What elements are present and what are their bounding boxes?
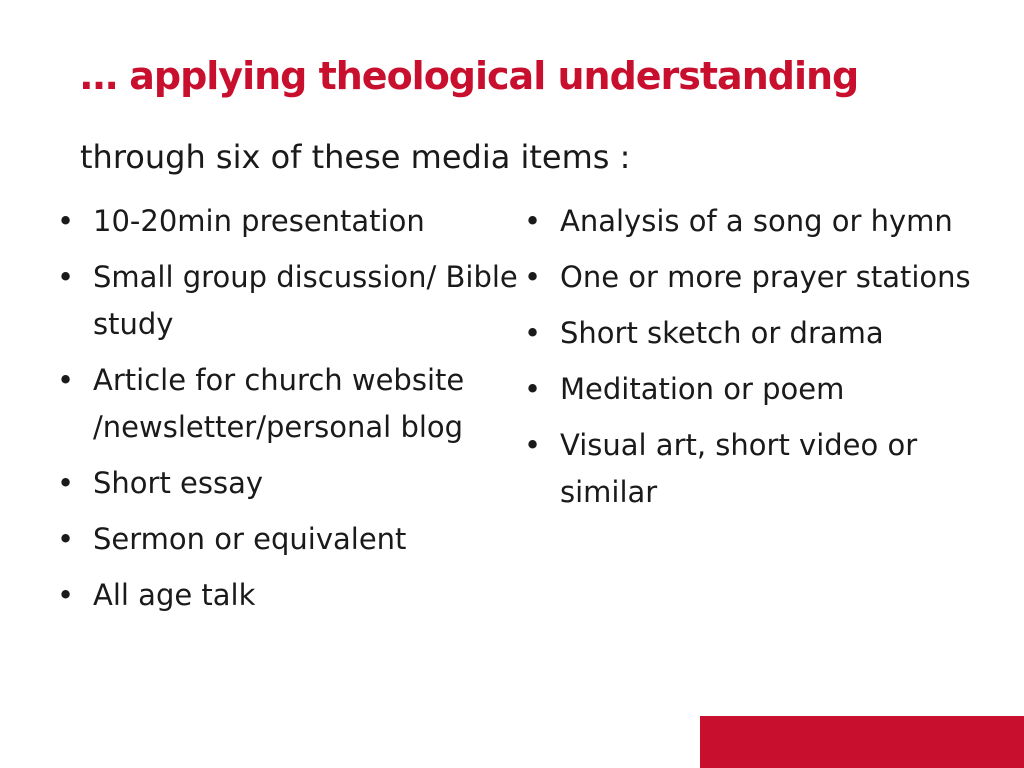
- list-item-text: Article for church website /newsletter/personal blog: [93, 363, 465, 444]
- list-item: [55, 572, 535, 619]
- list-item: [522, 254, 992, 301]
- slide-title: … applying theological understanding: [80, 54, 859, 98]
- left-bullet-list: [55, 198, 535, 628]
- list-item-text: Short sketch or drama: [560, 316, 884, 350]
- list-item-text: 10-20min presentation: [93, 204, 425, 238]
- list-item: [522, 422, 992, 516]
- list-item: [522, 198, 992, 245]
- bullet-icon: •: [524, 372, 542, 406]
- bullet-icon: •: [57, 260, 75, 294]
- list-item-text: Visual art, short video or similar: [560, 428, 918, 509]
- list-item-text: Meditation or poem: [560, 372, 845, 406]
- bullet-icon: •: [524, 260, 542, 294]
- bullet-icon: •: [57, 204, 75, 238]
- bullet-icon: •: [57, 363, 75, 397]
- list-item: [522, 310, 992, 357]
- list-item: [55, 254, 535, 348]
- bullet-icon: •: [57, 578, 75, 612]
- bullet-icon: •: [524, 204, 542, 238]
- bullet-icon: •: [57, 466, 75, 500]
- list-item: [55, 198, 535, 245]
- list-item-text: All age talk: [93, 578, 256, 612]
- list-item: [522, 366, 992, 413]
- list-item: [55, 460, 535, 507]
- bullet-icon: •: [524, 316, 542, 350]
- list-item: [55, 516, 535, 563]
- right-bullet-list: [522, 198, 992, 525]
- list-item-text: Small group discussion/ Bible study: [93, 260, 518, 341]
- list-item-text: Short essay: [93, 466, 264, 500]
- list-item-text: One or more prayer stations: [560, 260, 971, 294]
- list-item: [55, 357, 535, 451]
- accent-bar: [700, 716, 1024, 768]
- bullet-icon: •: [57, 522, 75, 556]
- list-item-text: Analysis of a song or hymn: [560, 204, 953, 238]
- slide-subtitle: through six of these media items :: [80, 138, 631, 176]
- bullet-icon: •: [524, 428, 542, 462]
- list-item-text: Sermon or equivalent: [93, 522, 407, 556]
